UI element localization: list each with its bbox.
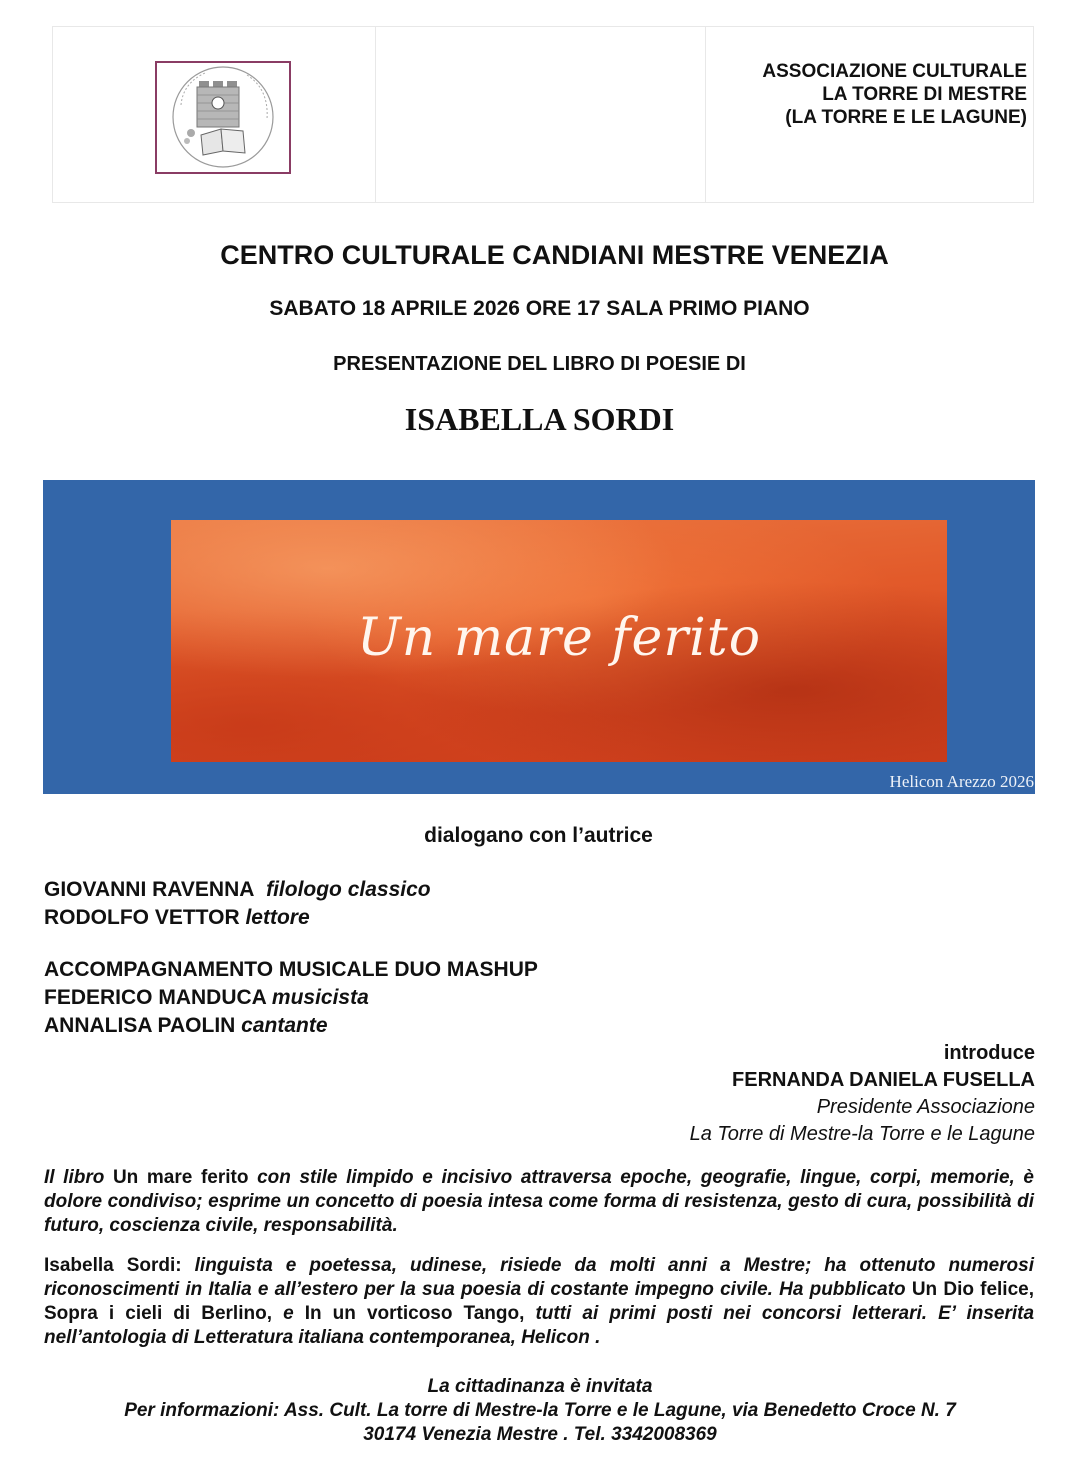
book-title: Un mare ferito — [356, 608, 762, 668]
music-list — [44, 956, 538, 1040]
introducer-block — [690, 1040, 1035, 1148]
speaker-row — [44, 876, 431, 904]
introducer-role-1: Presidente Associazione — [816, 1096, 1035, 1118]
desc-part: Il libro — [44, 1167, 105, 1188]
speakers-list — [44, 876, 431, 932]
assoc-line-1: ASSOCIAZIONE CULTURALE — [762, 61, 1027, 82]
music-heading: ACCOMPAGNAMENTO MUSICALE DUO MASHUP — [44, 958, 538, 981]
header-table — [52, 26, 1034, 203]
event-date: SABATO 18 APRILE 2026 ORE 17 SALA PRIMO PIANO — [269, 297, 810, 320]
footer-info — [0, 1375, 1069, 1447]
author-name: ISABELLA SORDI — [404, 401, 675, 437]
introducer-role-2: La Torre di Mestre-la Torre e le Lagune — [689, 1123, 1035, 1145]
bio-part: linguista e poetessa, udinese, risiede da molti anni a Mestre; ha ottenuto numerosi riconoscimenti in Italia e all’estero per la sua poesia di costante impegno civile. Ha pubblicato — [44, 1255, 1035, 1300]
bio-book-title: In un vorticoso Tango, — [304, 1303, 525, 1324]
header-logo-cell — [53, 27, 376, 202]
desc-book-title: Un mare ferito — [104, 1167, 258, 1188]
musician-role: cantante — [241, 1014, 328, 1037]
footer-contact: Per informazioni: Ass. Cult. La torre di Mestre-la Torre e le Lagune, via Benedetto Croce N. 7 — [124, 1400, 956, 1421]
speaker-role: lettore — [245, 906, 310, 929]
speaker-name: RODOLFO VETTOR — [44, 906, 240, 929]
book-cover-banner — [43, 480, 1035, 794]
header-empty-cell — [375, 27, 706, 202]
footer-invite: La cittadinanza è invitata — [427, 1376, 653, 1397]
bio-book-title: Sopra i cieli di Berlino, — [44, 1303, 272, 1324]
musician-name: ANNALISA PAOLIN — [44, 1014, 236, 1037]
book-description — [44, 1166, 1034, 1238]
assoc-line-2: LA TORRE DI MESTRE — [822, 84, 1027, 105]
venue-title: CENTRO CULTURALE CANDIANI MESTRE VENEZIA — [220, 240, 889, 270]
introduce-label: introduce — [943, 1042, 1035, 1064]
dialog-heading: dialogano con l’autrice — [424, 824, 653, 847]
association-logo — [155, 61, 291, 174]
musician-role: musicista — [271, 986, 369, 1009]
musician-row — [44, 1012, 538, 1040]
bio-part: tutti ai primi posti nei concorsi letterari. E’ inserita nell’antologia di Letteratura italiana contemporanea, Helicon . — [44, 1303, 1035, 1348]
cover-painting — [171, 520, 947, 762]
assoc-line-3: (LA TORRE E LE LAGUNE) — [785, 107, 1027, 128]
association-name — [762, 60, 1027, 129]
desc-part: con stile limpido e incisivo attraversa epoche, geografie, lingue, corpi, memorie, è dolore condiviso; esprime un concetto di poesia intesa come forma di resistenza, gesto di cura, possibilità di futuro, coscienza civile, responsabilità. — [44, 1167, 1034, 1236]
bio-part: Isabella Sordi: — [44, 1255, 182, 1276]
author-bio — [44, 1254, 1034, 1350]
musician-row — [44, 984, 538, 1012]
speaker-name: GIOVANNI RAVENNA — [44, 878, 255, 901]
bio-book-title: Un Dio felice, — [905, 1279, 1035, 1300]
speaker-row — [44, 904, 431, 932]
footer-address: 30174 Venezia Mestre . Tel. 3342008369 — [363, 1424, 717, 1445]
introducer-name: FERNANDA DANIELA FUSELLA — [732, 1069, 1035, 1091]
speaker-role: filologo classico — [266, 878, 431, 901]
tower-book-logo-icon — [157, 63, 289, 172]
bio-part: e — [272, 1303, 305, 1324]
presentation-heading: PRESENTAZIONE DEL LIBRO DI POESIE DI — [333, 353, 746, 375]
musician-name: FEDERICO MANDUCA — [44, 986, 267, 1009]
publisher-label: Helicon Arezzo 2026 — [889, 772, 1034, 791]
